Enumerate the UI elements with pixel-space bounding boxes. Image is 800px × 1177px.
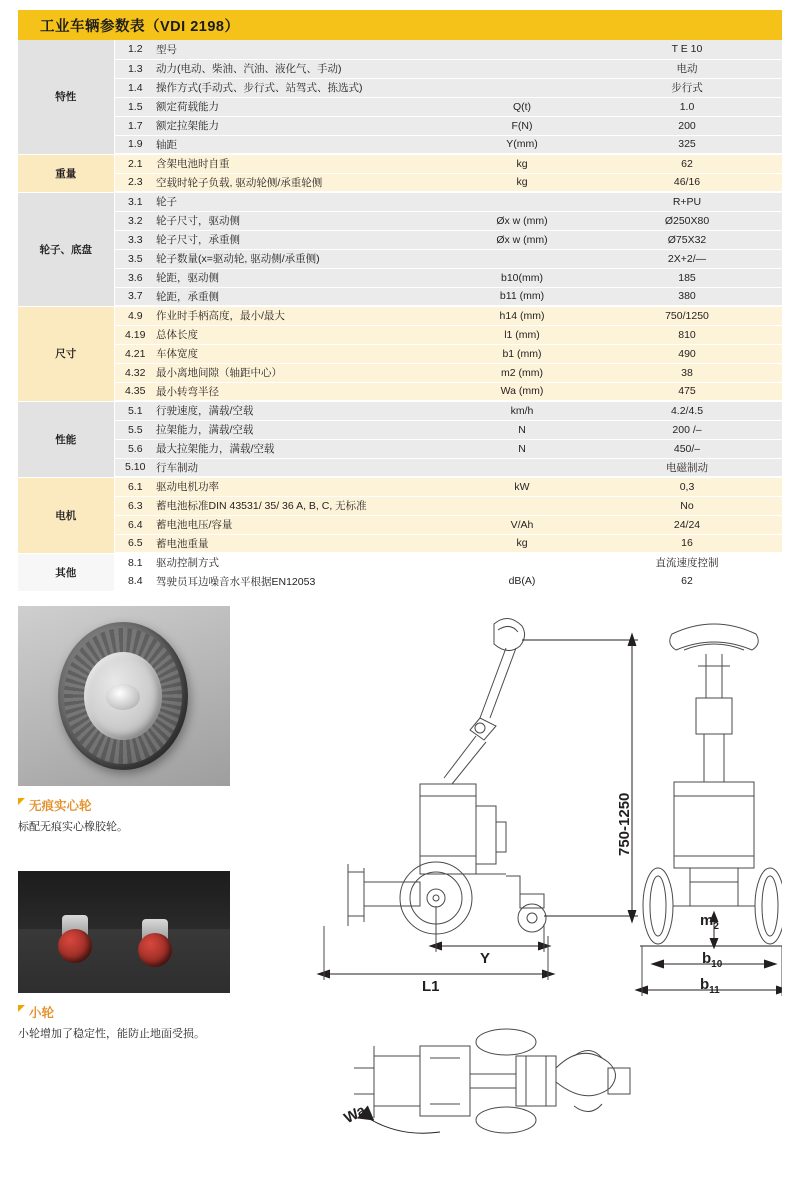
row-value-cell: Ø75X32 — [592, 230, 782, 249]
row-number-cell: 4.35 — [114, 382, 156, 401]
row-value-cell: 810 — [592, 325, 782, 344]
row-description-cell: 最大拉架能力，满载/空载 — [156, 439, 452, 458]
dimension-length-label: L1 — [422, 978, 440, 995]
row-description-cell: 蓄电池重量 — [156, 534, 452, 553]
table-row — [18, 173, 782, 192]
dimension-b11-label: $b_{11}$ — [700, 976, 720, 996]
table-row — [18, 553, 782, 572]
table-row — [18, 496, 782, 515]
row-number-cell: 1.9 — [114, 135, 156, 154]
table-row — [18, 97, 782, 116]
table-row — [18, 458, 782, 477]
row-unit-cell: Wa (mm) — [452, 382, 592, 401]
row-unit-cell — [452, 553, 592, 572]
row-value-cell: 24/24 — [592, 515, 782, 534]
dimension-wheelbase-label: Y — [480, 950, 491, 967]
row-number-cell: 5.10 — [114, 458, 156, 477]
row-unit-cell: dB(A) — [452, 572, 592, 591]
row-unit-cell: kg — [452, 534, 592, 553]
table-row — [18, 268, 782, 287]
row-number-cell: 5.1 — [114, 401, 156, 420]
row-number-cell: 6.5 — [114, 534, 156, 553]
feature-title-1: 无痕实心轮 — [29, 799, 92, 813]
row-unit-cell — [452, 249, 592, 268]
row-number-cell: 3.2 — [114, 211, 156, 230]
row-description-cell: 动力(电动、柴油、汽油、液化气、手动) — [156, 59, 452, 78]
feature-caption-2 — [18, 1003, 230, 1042]
dimension-m2-label: $m_2$ — [700, 912, 719, 932]
row-unit-cell — [452, 496, 592, 515]
table-row — [18, 78, 782, 97]
table-row — [18, 439, 782, 458]
table-row — [18, 534, 782, 553]
row-description-cell: 轮子尺寸，承重侧 — [156, 230, 452, 249]
table-row — [18, 382, 782, 401]
table-row — [18, 306, 782, 325]
row-value-cell: 16 — [592, 534, 782, 553]
row-value-cell: R+PU — [592, 192, 782, 211]
dimension-wa-label: Wa — [341, 1101, 369, 1128]
row-unit-cell: N — [452, 420, 592, 439]
row-description-cell: 作业时手柄高度，最小/最大 — [156, 306, 452, 325]
tire-hub-icon — [106, 684, 140, 710]
group-name-cell: 轮子、底盘 — [18, 192, 114, 306]
row-number-cell: 1.4 — [114, 78, 156, 97]
drawing-svg — [244, 606, 782, 1136]
row-value-cell: No — [592, 496, 782, 515]
table-row — [18, 154, 782, 173]
row-unit-cell: h14 (mm) — [452, 306, 592, 325]
row-number-cell: 3.6 — [114, 268, 156, 287]
row-value-cell: 62 — [592, 154, 782, 173]
row-number-cell: 6.3 — [114, 496, 156, 515]
photo-caster-wheels — [18, 871, 230, 993]
row-description-cell: 最小转弯半径 — [156, 382, 452, 401]
table-row — [18, 59, 782, 78]
row-description-cell: 轮子尺寸，驱动侧 — [156, 211, 452, 230]
table-row — [18, 40, 782, 59]
group-name-cell: 性能 — [18, 401, 114, 477]
table-row — [18, 287, 782, 306]
row-value-cell: 步行式 — [592, 78, 782, 97]
row-description-cell: 操作方式(手动式、步行式、站驾式、拣选式) — [156, 78, 452, 97]
row-value-cell: 200 /– — [592, 420, 782, 439]
page-title: 工业车辆参数表（VDI 2198） — [40, 18, 240, 35]
caster-wheel-icon — [138, 933, 172, 967]
row-unit-cell: kg — [452, 154, 592, 173]
row-description-cell: 蓄电池电压/容量 — [156, 515, 452, 534]
feature-caption-1 — [18, 796, 230, 835]
row-description-cell: 含架电池时自重 — [156, 154, 452, 173]
row-description-cell: 最小离地间隙（轴距中心） — [156, 363, 452, 382]
row-number-cell: 2.1 — [114, 154, 156, 173]
row-number-cell: 5.6 — [114, 439, 156, 458]
row-description-cell: 空载时轮子负载, 驱动轮侧/承重轮侧 — [156, 173, 452, 192]
table-row — [18, 135, 782, 154]
row-number-cell: 3.3 — [114, 230, 156, 249]
row-description-cell: 轴距 — [156, 135, 452, 154]
row-unit-cell: kW — [452, 477, 592, 496]
table-row — [18, 230, 782, 249]
feature-photo-column — [18, 606, 230, 1043]
row-unit-cell — [452, 40, 592, 59]
row-number-cell: 2.3 — [114, 173, 156, 192]
row-description-cell: 行车制动 — [156, 458, 452, 477]
row-value-cell: 38 — [592, 363, 782, 382]
row-description-cell: 轮子数量(x=驱动轮, 驱动侧/承重侧) — [156, 249, 452, 268]
row-value-cell: 450/– — [592, 439, 782, 458]
row-number-cell: 5.5 — [114, 420, 156, 439]
table-row — [18, 249, 782, 268]
caster-wheel-icon — [58, 929, 92, 963]
row-unit-cell: b1 (mm) — [452, 344, 592, 363]
row-unit-cell: b11 (mm) — [452, 287, 592, 306]
row-number-cell: 3.1 — [114, 192, 156, 211]
row-value-cell: 电磁制动 — [592, 458, 782, 477]
row-description-cell: 额定荷载能力 — [156, 97, 452, 116]
row-value-cell: 0,3 — [592, 477, 782, 496]
row-description-cell: 拉架能力，满载/空载 — [156, 420, 452, 439]
row-description-cell: 轮距，承重侧 — [156, 287, 452, 306]
row-number-cell: 3.7 — [114, 287, 156, 306]
row-unit-cell: kg — [452, 173, 592, 192]
row-value-cell: 直流速度控制 — [592, 553, 782, 572]
row-value-cell: 电动 — [592, 59, 782, 78]
row-unit-cell: Y(mm) — [452, 135, 592, 154]
row-description-cell: 驾驶员耳边噪音水平根据EN12053 — [156, 572, 452, 591]
table-row — [18, 116, 782, 135]
table-row — [18, 363, 782, 382]
row-value-cell: 325 — [592, 135, 782, 154]
row-description-cell: 总体长度 — [156, 325, 452, 344]
arrow-bullet-icon — [18, 1005, 25, 1012]
row-value-cell: Ø250X80 — [592, 211, 782, 230]
group-name-cell: 尺寸 — [18, 306, 114, 401]
group-name-cell: 特性 — [18, 40, 114, 154]
row-number-cell: 4.32 — [114, 363, 156, 382]
row-unit-cell: b10(mm) — [452, 268, 592, 287]
row-unit-cell: V/Ah — [452, 515, 592, 534]
row-unit-cell — [452, 192, 592, 211]
table-row — [18, 401, 782, 420]
photo-solid-wheel — [18, 606, 230, 786]
feature-text-1: 标配无痕实心橡胶轮。 — [18, 821, 128, 833]
table-row — [18, 325, 782, 344]
row-description-cell: 行驶速度，满载/空载 — [156, 401, 452, 420]
row-unit-cell: m2 (mm) — [452, 363, 592, 382]
figures-section — [18, 606, 782, 1136]
table-row — [18, 420, 782, 439]
group-name-cell: 其他 — [18, 553, 114, 591]
row-unit-cell: N — [452, 439, 592, 458]
row-value-cell: 62 — [592, 572, 782, 591]
row-unit-cell: F(N) — [452, 116, 592, 135]
feature-text-2: 小轮增加了稳定性，能防止地面受损。 — [18, 1028, 205, 1041]
row-value-cell: 46/16 — [592, 173, 782, 192]
row-description-cell: 蓄电池标准DIN 43531/ 35/ 36 A, B, C, 无标准 — [156, 496, 452, 515]
specification-table — [18, 40, 782, 592]
tire-icon — [58, 622, 188, 770]
row-number-cell: 4.21 — [114, 344, 156, 363]
row-number-cell: 8.4 — [114, 572, 156, 591]
row-number-cell: 6.4 — [114, 515, 156, 534]
row-value-cell: 185 — [592, 268, 782, 287]
row-number-cell: 4.19 — [114, 325, 156, 344]
row-number-cell: 4.9 — [114, 306, 156, 325]
page-title-bar — [18, 10, 782, 40]
row-number-cell: 1.7 — [114, 116, 156, 135]
row-description-cell: 额定拉架能力 — [156, 116, 452, 135]
row-number-cell: 1.5 — [114, 97, 156, 116]
table-row — [18, 344, 782, 363]
group-name-cell: 重量 — [18, 154, 114, 192]
row-description-cell: 驱动控制方式 — [156, 553, 452, 572]
row-number-cell: 1.2 — [114, 40, 156, 59]
table-row — [18, 477, 782, 496]
row-description-cell: 型号 — [156, 40, 452, 59]
dimension-b10-label: $b_{10}$ — [702, 950, 723, 970]
table-row — [18, 211, 782, 230]
row-number-cell: 1.3 — [114, 59, 156, 78]
row-unit-cell: Øx w (mm) — [452, 211, 592, 230]
feature-title-2: 小轮 — [29, 1006, 55, 1021]
row-value-cell: 4.2/4.5 — [592, 401, 782, 420]
table-row — [18, 572, 782, 591]
row-unit-cell: Q(t) — [452, 97, 592, 116]
technical-drawings — [244, 606, 782, 1136]
row-description-cell: 轮距，驱动侧 — [156, 268, 452, 287]
dimension-height-label: 750-1250 — [616, 792, 633, 856]
table-row — [18, 192, 782, 211]
row-description-cell: 驱动电机功率 — [156, 477, 452, 496]
row-value-cell: 750/1250 — [592, 306, 782, 325]
spec-table-body — [18, 40, 782, 591]
row-value-cell: 475 — [592, 382, 782, 401]
row-value-cell: 490 — [592, 344, 782, 363]
truck-deck-shape — [18, 871, 230, 929]
row-value-cell: 2X+2/— — [592, 249, 782, 268]
row-value-cell: 200 — [592, 116, 782, 135]
row-unit-cell: Øx w (mm) — [452, 230, 592, 249]
row-number-cell: 3.5 — [114, 249, 156, 268]
row-description-cell: 车体宽度 — [156, 344, 452, 363]
row-description-cell: 轮子 — [156, 192, 452, 211]
row-unit-cell — [452, 78, 592, 97]
row-number-cell: 8.1 — [114, 553, 156, 572]
row-number-cell: 6.1 — [114, 477, 156, 496]
row-value-cell: T E 10 — [592, 40, 782, 59]
row-unit-cell: km/h — [452, 401, 592, 420]
row-value-cell: 380 — [592, 287, 782, 306]
group-name-cell: 电机 — [18, 477, 114, 553]
table-row — [18, 515, 782, 534]
row-unit-cell — [452, 458, 592, 477]
row-unit-cell: l1 (mm) — [452, 325, 592, 344]
row-value-cell: 1.0 — [592, 97, 782, 116]
row-unit-cell — [452, 59, 592, 78]
arrow-bullet-icon — [18, 798, 25, 805]
